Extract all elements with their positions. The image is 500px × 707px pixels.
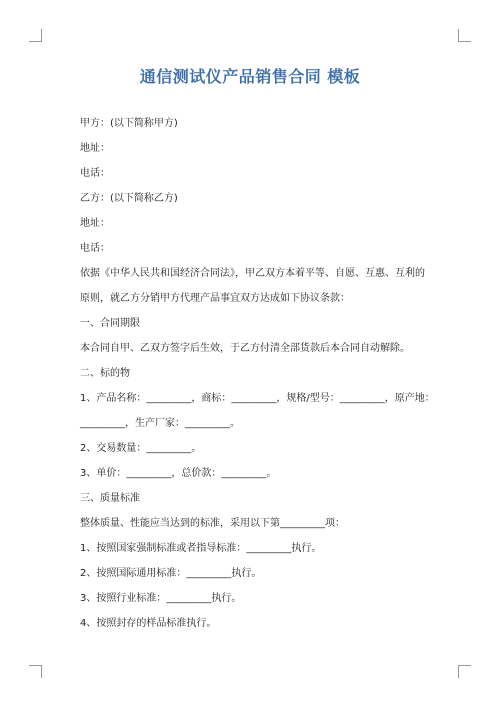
document-body [80,111,435,636]
preamble-line-2: 原则，就乙方分销甲方代理产品事宜双方达成如下协议条款： [80,293,350,304]
item-1-line-2: _________，生产厂家：_________。 [80,418,240,429]
standard-4: 4、按照封存的样品标准执行。 [80,618,217,629]
party-b-phone: 电话： [80,243,110,254]
party-a-phone: 电话： [80,168,110,179]
crop-mark-top-right [458,29,471,42]
document-title: 通信测试仪产品销售合同 模板 [139,67,361,86]
party-a-address: 地址： [80,143,110,154]
standard-3: 3、按照行业标准：_________执行。 [80,593,242,604]
section-2-heading: 二、标的物 [80,368,130,379]
section-1-heading: 一、合同期限 [80,318,140,329]
section-1-body: 本合同自甲、乙双方签字后生效，于乙方付清全部货款后本合同自动解除。 [80,343,410,354]
party-a-line: 甲方：(以下简称甲方) [80,118,178,129]
standard-1: 1、按照国家强制标准或者指导标准：_________执行。 [80,543,322,554]
section-3-body: 整体质量、性能应当达到的标准，采用以下第_________项： [80,518,345,529]
item-2: 2、交易数量：_________。 [80,443,202,454]
standard-2: 2、按照国际通用标准：_________执行。 [80,568,262,579]
section-3-heading: 三、质量标准 [80,493,140,504]
crop-mark-top-left [29,29,42,42]
preamble-line-1: 依据《中华人民共和国经济合同法》，甲乙双方本着平等、自愿、互惠、互利的 [80,268,425,279]
item-1-line-1: 1、产品名称：_________，商标：_________，规格/型号：_________，原产地： [80,393,435,404]
party-b-line: 乙方：(以下简称乙方) [80,193,178,204]
crop-mark-bottom-right [458,665,471,678]
item-3: 3、单价：_________，总价款：_________。 [80,468,277,479]
party-b-address: 地址： [80,218,110,229]
crop-mark-bottom-left [29,665,42,678]
